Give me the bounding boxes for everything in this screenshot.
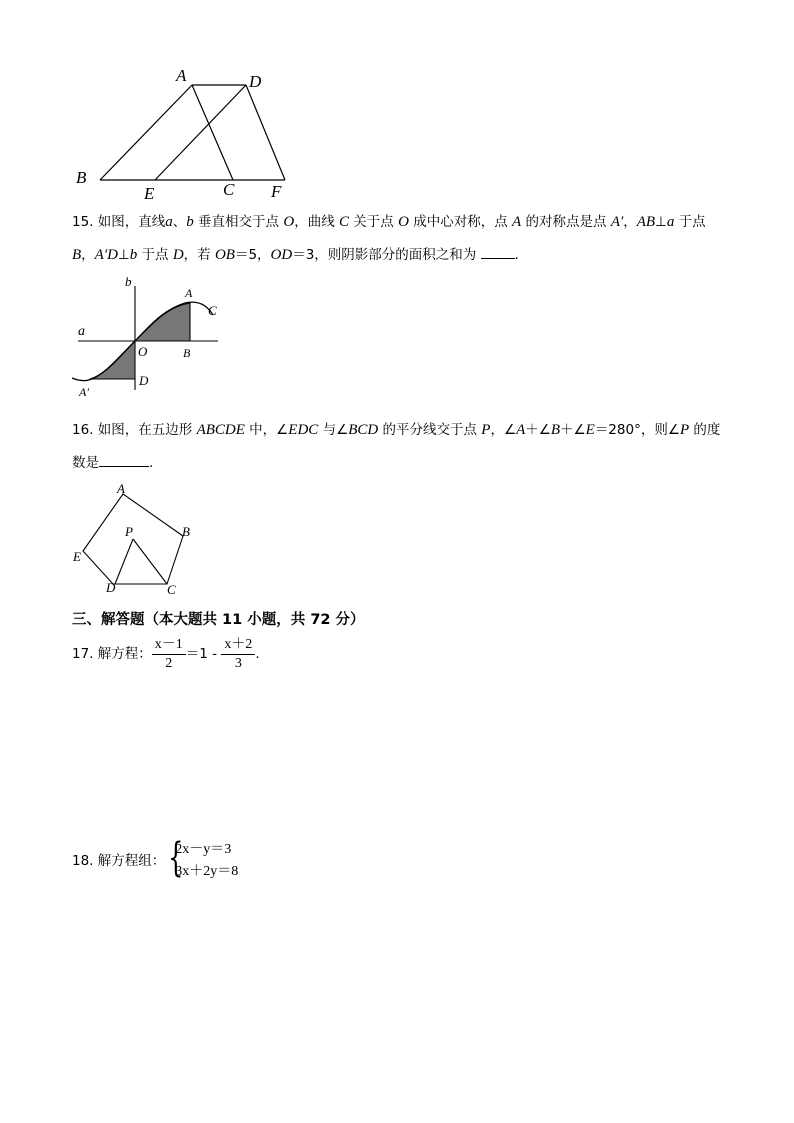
answer-blank-15 [481,244,515,259]
section-3-heading: 三、解答题（本大题共 11 小题，共 72 分） [72,612,365,628]
segment-AC [192,85,233,180]
fig14-label-F: F [271,182,282,201]
question-17: 17. 解方程： $\frac{x-1}{2}$ ＝1 - $\frac{x+2}{3}$ . [72,636,260,671]
fig15-label-B: B [183,346,191,360]
question-16-line-2: 数是 . [72,452,153,473]
fig16-label-C: C [167,582,176,597]
equation-1: 2x－y＝3 [175,842,232,857]
fig14-label-D: D [249,72,262,91]
fig16-label-P: P [125,524,133,539]
equation-system [165,835,239,883]
question-15-line-2: B，A′D⊥b 于点 D，若 OB＝5，OD＝3，则阴影部分的面积之和为 . [72,244,519,265]
shaded-region-right [135,303,190,341]
fig14-label-B: B [76,168,87,187]
question-16-line-1: 16. 如图，在五边形 ABCDE 中，∠EDC 与∠BCD 的平分线交于点 P，∠A＋∠B＋∠E＝280°，则∠P 的度 [72,422,721,438]
answer-blank-16 [99,452,149,467]
equation-2: 3x＋2y＝8 [175,864,239,879]
fig16-label-E: E [73,549,81,564]
shaded-region-left [90,341,135,379]
fig14-label-E: E [144,184,155,203]
figure-16 [70,480,210,600]
fig15-label-D: D [139,373,149,388]
fig14-label-C: C [223,180,235,199]
segment-BA [100,85,192,180]
fig15-label-b: b [125,274,132,289]
segment-DE [155,85,246,180]
figure-15 [70,272,230,402]
segment-DF [246,85,285,180]
fig16-label-B: B [182,524,190,539]
fig16-label-A: A [117,481,125,496]
bisector-DP [115,539,133,584]
fig15-label-A: A [185,286,193,300]
fig16-label-D: D [106,580,116,595]
question-18: 18. 解方程组： { 2x－y＝3 3x＋2y＝8 [72,835,239,881]
question-15-line-1: 15. 如图，直线a、b 垂直相交于点 O，曲线 C 关于点 O 成中心对称，点 A 的对称点是点 A′，AB⊥a 于点 [72,214,706,230]
fig15-label-C: C [208,303,217,318]
fig15-label-O: O [138,344,148,359]
fig14-label-A: A [176,66,187,85]
left-brace: { [168,835,184,881]
fraction-1: $\frac{x-1}{2}$ [152,636,186,673]
fig15-label-a: a [78,324,85,339]
fig15-label-Aprime: A′ [79,385,89,399]
bisector-CP [133,539,167,584]
fraction-2: $\frac{x+2}{3}$ [221,636,255,673]
